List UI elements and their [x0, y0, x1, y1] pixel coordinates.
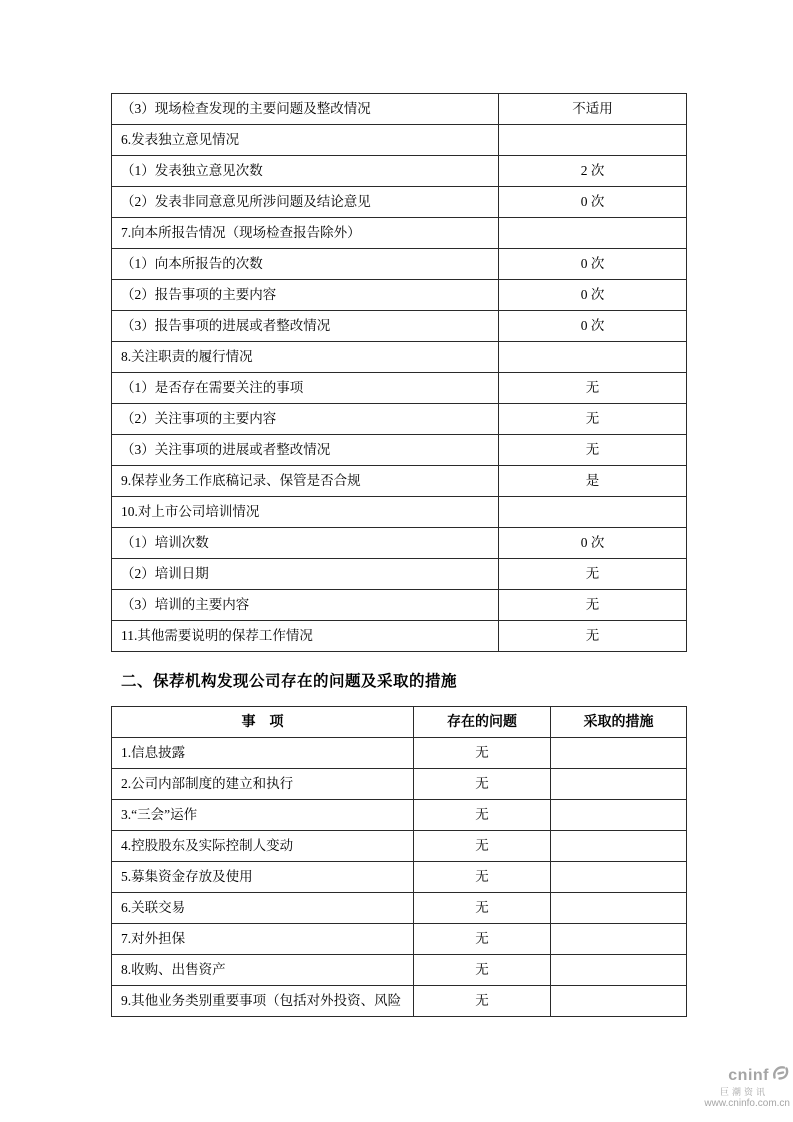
problem-cell: 无	[414, 924, 551, 955]
item-cell: 3.“三会”运作	[112, 800, 414, 831]
section-title: 二、保荐机构发现公司存在的问题及采取的措施	[121, 673, 458, 690]
table-row	[112, 187, 687, 218]
column-header-item: 事 项	[112, 707, 414, 738]
item-value-cell	[499, 342, 687, 373]
cninfo-url: www.cninfo.com.cn	[704, 1098, 790, 1110]
item-value-cell: 无	[499, 590, 687, 621]
table-row	[112, 986, 687, 1017]
column-header-problem: 存在的问题	[414, 707, 551, 738]
problem-cell: 无	[414, 800, 551, 831]
item-value-cell: 不适用	[499, 94, 687, 125]
item-value-cell: 是	[499, 466, 687, 497]
item-label-cell: 11.其他需要说明的保荐工作情况	[112, 621, 499, 652]
table-row	[112, 862, 687, 893]
measure-cell	[551, 738, 687, 769]
column-header-measure: 采取的措施	[551, 707, 687, 738]
item-value-cell: 无	[499, 435, 687, 466]
problem-cell: 无	[414, 955, 551, 986]
item-label-cell: （2）发表非同意意见所涉问题及结论意见	[112, 187, 499, 218]
item-value-cell	[499, 218, 687, 249]
problem-cell: 无	[414, 862, 551, 893]
item-value-cell: 无	[499, 559, 687, 590]
item-value-cell	[499, 497, 687, 528]
item-value-cell: 0 次	[499, 528, 687, 559]
item-label-cell: （1）是否存在需要关注的事项	[112, 373, 499, 404]
item-cell: 9.其他业务类别重要事项（包括对外投资、风险	[112, 986, 414, 1017]
item-label-cell: 8.关注职责的履行情况	[112, 342, 499, 373]
item-label-cell: （1）发表独立意见次数	[112, 156, 499, 187]
item-label-cell: （2）报告事项的主要内容	[112, 280, 499, 311]
item-cell: 8.收购、出售资产	[112, 955, 414, 986]
table-row	[112, 955, 687, 986]
measure-cell	[551, 986, 687, 1017]
item-cell: 4.控股股东及实际控制人变动	[112, 831, 414, 862]
measure-cell	[551, 831, 687, 862]
table-row	[112, 125, 687, 156]
table-row	[112, 249, 687, 280]
item-label-cell: （3）培训的主要内容	[112, 590, 499, 621]
table-row	[112, 94, 687, 125]
cninfo-logo	[610, 1064, 790, 1109]
item-value-cell: 0 次	[499, 249, 687, 280]
table-row	[112, 621, 687, 652]
problem-cell: 无	[414, 893, 551, 924]
measure-cell	[551, 862, 687, 893]
item-label-cell: （2）关注事项的主要内容	[112, 404, 499, 435]
table-row	[112, 831, 687, 862]
table-row	[112, 800, 687, 831]
measure-cell	[551, 769, 687, 800]
item-label-cell: （2）培训日期	[112, 559, 499, 590]
table-row	[112, 404, 687, 435]
item-value-cell: 2 次	[499, 156, 687, 187]
table-row	[112, 156, 687, 187]
item-cell: 6.关联交易	[112, 893, 414, 924]
problems-measures-table	[111, 706, 687, 1017]
table-row	[112, 924, 687, 955]
table-row	[112, 738, 687, 769]
item-cell: 1.信息披露	[112, 738, 414, 769]
table-row	[112, 559, 687, 590]
table-row	[112, 218, 687, 249]
table-row	[112, 373, 687, 404]
measure-cell	[551, 893, 687, 924]
item-value-cell: 无	[499, 404, 687, 435]
item-value-cell	[499, 125, 687, 156]
table-row	[112, 466, 687, 497]
table-row	[112, 342, 687, 373]
item-label-cell: 7.向本所报告情况（现场检查报告除外）	[112, 218, 499, 249]
item-value-cell: 无	[499, 373, 687, 404]
table-header-row	[112, 707, 687, 738]
item-label-cell: 10.对上市公司培训情况	[112, 497, 499, 528]
item-cell: 7.对外担保	[112, 924, 414, 955]
table-row	[112, 311, 687, 342]
problem-cell: 无	[414, 986, 551, 1017]
table-row	[112, 435, 687, 466]
item-cell: 5.募集资金存放及使用	[112, 862, 414, 893]
item-value-cell: 无	[499, 621, 687, 652]
item-value-cell: 0 次	[499, 187, 687, 218]
table-row	[112, 893, 687, 924]
item-label-cell: （1）向本所报告的次数	[112, 249, 499, 280]
item-label-cell: （3）现场检查发现的主要问题及整改情况	[112, 94, 499, 125]
item-label-cell: 9.保荐业务工作底稿记录、保管是否合规	[112, 466, 499, 497]
table-row	[112, 497, 687, 528]
item-value-cell: 0 次	[499, 311, 687, 342]
cninfo-swirl-icon	[771, 1064, 790, 1087]
table-row	[112, 280, 687, 311]
table-row	[112, 528, 687, 559]
cninfo-chinese-name: 巨潮资讯	[719, 1086, 768, 1097]
item-label-cell: 6.发表独立意见情况	[112, 125, 499, 156]
problem-cell: 无	[414, 738, 551, 769]
item-cell: 2.公司内部制度的建立和执行	[112, 769, 414, 800]
table-row	[112, 590, 687, 621]
item-value-cell: 0 次	[499, 280, 687, 311]
problem-cell: 无	[414, 769, 551, 800]
table-row	[112, 769, 687, 800]
sponsorship-work-table	[111, 93, 687, 652]
problem-cell: 无	[414, 831, 551, 862]
measure-cell	[551, 800, 687, 831]
item-label-cell: （3）报告事项的进展或者整改情况	[112, 311, 499, 342]
item-label-cell: （3）关注事项的进展或者整改情况	[112, 435, 499, 466]
measure-cell	[551, 924, 687, 955]
cninfo-brand-text: cninf	[728, 1066, 769, 1084]
measure-cell	[551, 955, 687, 986]
item-label-cell: （1）培训次数	[112, 528, 499, 559]
